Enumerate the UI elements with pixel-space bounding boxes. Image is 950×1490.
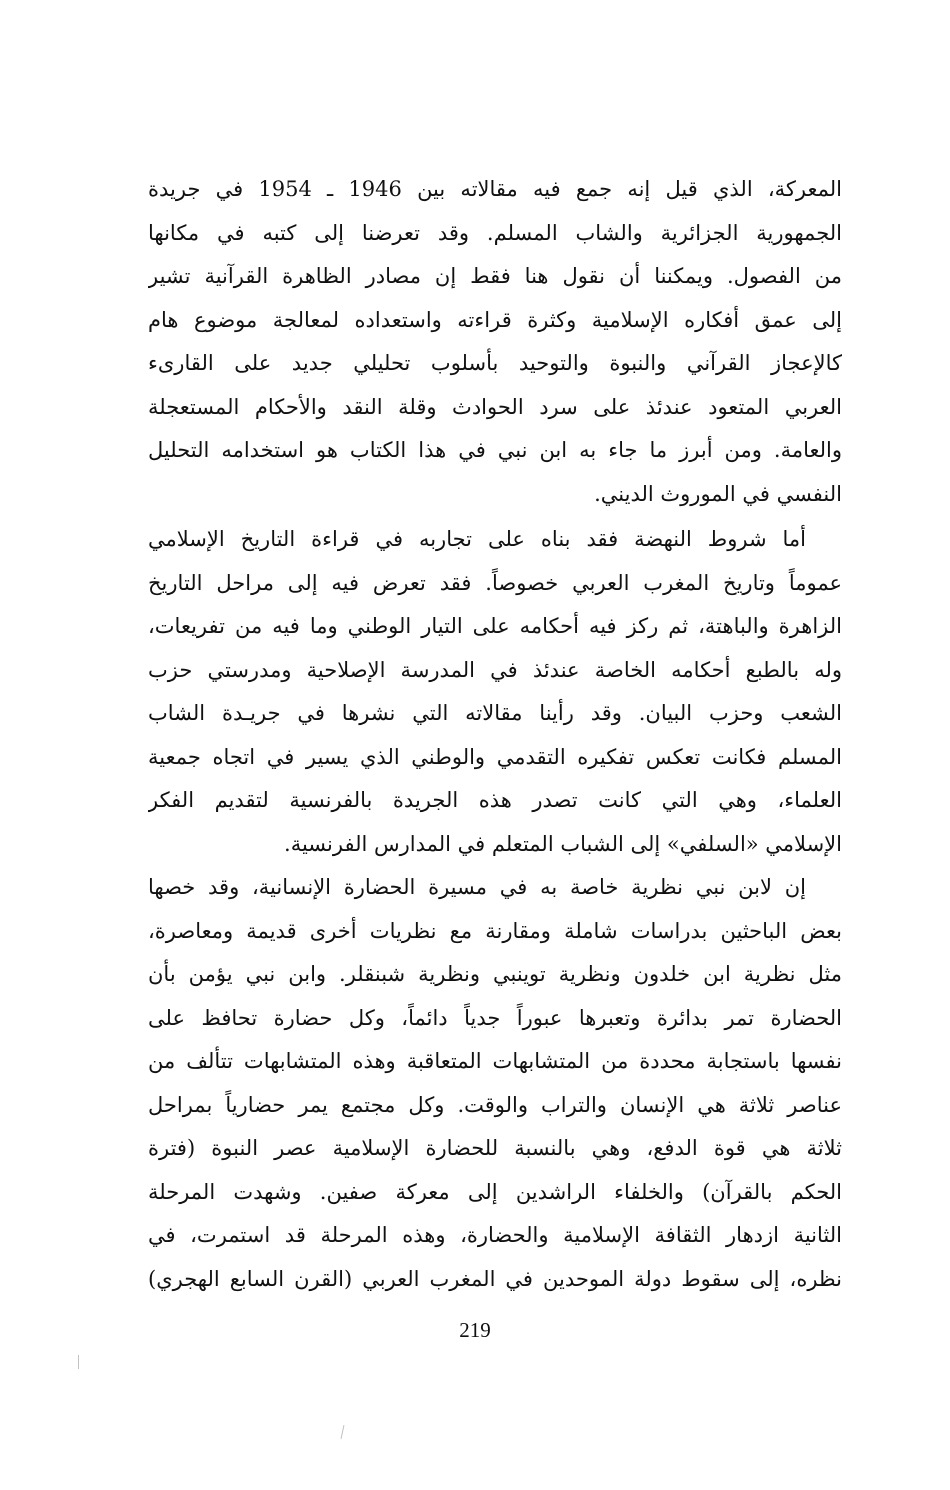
paragraph-line: إلى عمق أفكاره الإسلامية وكثرة قراءته واستعداده لمعالجة موضوع هام: [148, 307, 842, 332]
scan-artifact-mark: [341, 1425, 345, 1439]
paragraph-line: الحكم بالقرآن) والخلفاء الراشدين إلى معركة صفين. وشهدت المرحلة: [148, 1179, 842, 1204]
paragraph-line: من الفصول. ويمكننا أن نقول هنا فقط إن مصادر الظاهرة القرآنية تشير: [148, 264, 842, 288]
paragraph-line: ثلاثة هي قوة الدفع، وهي بالنسبة للحضارة الإسلامية عصر النبوة (فترة: [148, 1136, 842, 1160]
paragraph-line: الزاهرة والباهتة، ثم ركز فيه أحكامه على التيار الوطني وما فيه من تفريعات،: [148, 614, 842, 638]
paragraph-line: بعض الباحثين بدراسات شاملة ومقارنة مع نظريات أخرى قديمة ومعاصرة،: [148, 918, 842, 943]
paragraph-line: المعركة، الذي قيل إنه جمع فيه مقالاته بين 1946 ـ 1954 في جريدة: [148, 177, 842, 201]
paragraph-line: المسلم فكانت تعكس تفكيره التقدمي والوطني الذي يسير في اتجاه جمعية: [148, 744, 842, 769]
paragraph-line: نفسها باستجابة محددة من المتشابهات المتعاقبة وهذه المتشابهات تتألف من: [148, 1049, 842, 1073]
paragraph-line: عموماً وتاريخ المغرب العربي خصوصاً. فقد تعرض فيه إلى مراحل التاريخ: [148, 570, 842, 595]
paragraph-line: العربي المتعود عندئذ على سرد الحوادث وقلة النقد والأحكام المستعجلة: [148, 394, 842, 419]
paragraph-3: [148, 866, 842, 1301]
paragraph-line: مثل نظرية ابن خلدون ونظرية توينبي ونظرية شبنقلر. وابن نبي يؤمن بأن: [148, 962, 842, 986]
paragraph-line: الجمهورية الجزائرية والشاب المسلم. وقد تعرضنا إلى كتبه في مكانها: [148, 220, 842, 245]
paragraph-line: الحضارة تمر بدائرة وتعبرها عبوراً جدياً دائماً، وكل حضارة تحافظ على: [148, 1005, 842, 1030]
paragraph-line: والعامة. ومن أبرز ما جاء به ابن نبي في هذا الكتاب هو استخدامه التحليل: [148, 438, 842, 462]
paragraph-line: وله بالطبع أحكامه الخاصة عندئذ في المدرسة الإصلاحية ومدرستي حزب: [148, 657, 842, 682]
paragraph-line: نظره، إلى سقوط دولة الموحدين في المغرب العربي (القرن السابع الهجري): [148, 1266, 842, 1291]
paragraph-1: [148, 168, 842, 516]
page-number: 219: [459, 1318, 491, 1342]
paragraph-line: الإسلامي «السلفي» إلى الشباب المتعلم في المدارس الفرنسية.: [284, 831, 842, 856]
paragraph-line: الشعب وحزب البيان. وقد رأينا مقالاته التي نشرها في جريـدة الشاب: [148, 701, 842, 725]
paragraph-line: الثانية ازدهار الثقافة الإسلامية والحضارة، وهذه المرحلة قد استمرت، في: [148, 1223, 842, 1247]
paragraph-line: أما شروط النهضة فقد بناه على تجاربه في قراءة التاريخ الإسلامي: [148, 527, 806, 551]
scan-artifact-mark: [78, 1355, 79, 1369]
paragraph-line: العلماء، وهي التي كانت تصدر هذه الجريدة بالفرنسية لتقديم الفكر: [148, 788, 842, 812]
paragraph-2: [148, 518, 842, 866]
paragraph-line: عناصر ثلاثة هي الإنسان والتراب والوقت. وكل مجتمع يمر حضارياً بمراحل: [148, 1092, 842, 1117]
paragraph-line: إن لابن نبي نظرية خاصة به في مسيرة الحضارة الإنسانية، وقد خصها: [148, 875, 806, 899]
paragraph-line: كالإعجاز القرآني والنبوة والتوحيد بأسلوب تحليلي جديد على القارىء: [148, 351, 842, 375]
paragraph-line: النفسي في الموروث الديني.: [594, 481, 842, 506]
